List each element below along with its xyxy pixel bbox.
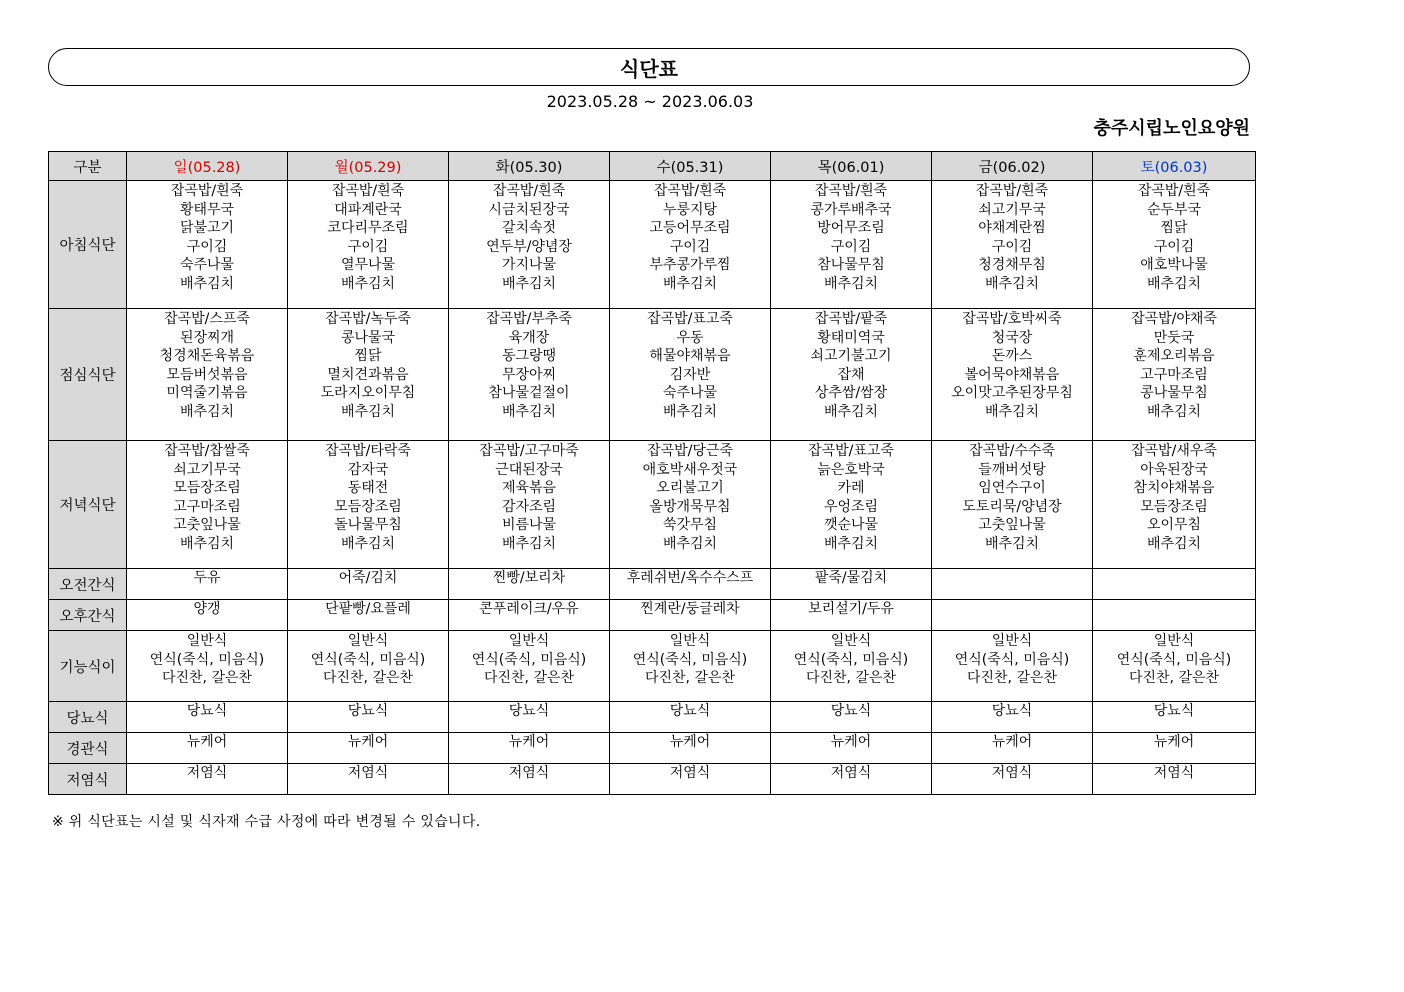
- menu-cell: [127, 764, 288, 795]
- menu-item: 뉴케어: [508, 734, 550, 750]
- menu-item: 고구마조림: [1140, 366, 1208, 383]
- menu-cell: [127, 309, 288, 441]
- menu-cell: [288, 441, 449, 569]
- menu-item: 도토리묵/양념장: [962, 498, 1062, 515]
- menu-item: 뉴케어: [830, 734, 872, 750]
- menu-item: 어죽/김치: [338, 570, 398, 586]
- menu-item: 미역줄기볶음: [166, 385, 248, 402]
- menu-item: 다진찬, 갈은찬: [483, 670, 575, 687]
- menu-item: 배추김치: [984, 535, 1040, 552]
- menu-cell: [771, 600, 932, 631]
- menu-item: 팥죽/물김치: [814, 570, 888, 586]
- menu-item: 배추김치: [501, 275, 557, 292]
- menu-cell: [610, 764, 771, 795]
- menu-item: 순두부국: [1146, 201, 1202, 218]
- menu-item: 고구마조림: [173, 498, 241, 515]
- menu-item: 배추김치: [340, 403, 396, 420]
- menu-cell: [932, 733, 1093, 764]
- menu-item: 찜닭: [354, 348, 382, 365]
- menu-item: 배추김치: [501, 535, 557, 552]
- menu-item: 잡곡밥/표고죽: [808, 443, 894, 459]
- menu-cell: [771, 702, 932, 733]
- menu-cell: [771, 441, 932, 569]
- day-header-sat: 토(06.03): [1093, 152, 1256, 181]
- menu-cell: [127, 631, 288, 702]
- menu-item: 잡곡밥/흰죽: [975, 183, 1049, 199]
- menu-item: 시금치된장국: [488, 201, 570, 218]
- menu-cell: [932, 309, 1093, 441]
- menu-item: 돈까스: [991, 348, 1033, 365]
- menu-cell: [1093, 764, 1256, 795]
- menu-item: 갈치속젓: [501, 220, 557, 237]
- menu-row: [49, 181, 1256, 309]
- menu-item: 일반식: [1153, 633, 1195, 649]
- menu-cell: [932, 702, 1093, 733]
- menu-item: 감자국: [347, 461, 389, 478]
- menu-item: 쇠고기불고기: [810, 348, 892, 365]
- menu-row: [49, 702, 1256, 733]
- menu-item: 당뇨식: [508, 703, 550, 719]
- menu-item: 고등어무조림: [649, 220, 731, 237]
- menu-item: 배추김치: [823, 275, 879, 292]
- menu-item: 배추김치: [662, 275, 718, 292]
- menu-item: 다진찬, 갈은찬: [966, 670, 1058, 687]
- menu-item: 뉴케어: [347, 734, 389, 750]
- menu-item: 잡곡밥/흰죽: [653, 183, 727, 199]
- menu-item: 아욱된장국: [1140, 461, 1208, 478]
- menu-item: 무장아찌: [501, 366, 557, 383]
- menu-item: 잡곡밥/야채죽: [1131, 311, 1217, 327]
- day-header-tue: 화(05.30): [449, 152, 610, 181]
- menu-item: 배추김치: [662, 403, 718, 420]
- menu-cell: [288, 181, 449, 309]
- menu-cell: [1093, 309, 1256, 441]
- menu-item: 두유: [193, 570, 221, 586]
- menu-item: 근대된장국: [495, 461, 563, 478]
- menu-item: 잡곡밥/호박씨죽: [962, 311, 1062, 327]
- menu-item: 잡곡밥/스프죽: [164, 311, 250, 327]
- menu-item: 배추김치: [340, 275, 396, 292]
- row-label: 저염식: [49, 764, 127, 795]
- menu-item: 애호박나물: [1140, 257, 1208, 274]
- menu-item: 뉴케어: [669, 734, 711, 750]
- menu-item: 훈제오리볶음: [1133, 348, 1215, 365]
- menu-item: 대파계란국: [334, 201, 402, 218]
- menu-item: 일반식: [186, 633, 228, 649]
- menu-item: 배추김치: [1146, 535, 1202, 552]
- menu-item: 저염식: [508, 765, 550, 781]
- menu-item: 배추김치: [1146, 275, 1202, 292]
- menu-cell: [288, 600, 449, 631]
- notice-text: ※ 위 식단표는 시설 및 식자재 수급 사정에 따라 변경될 수 있습니다.: [52, 814, 481, 830]
- menu-item: 구이김: [669, 238, 711, 255]
- menu-item: 배추김치: [179, 275, 235, 292]
- menu-item: 잡곡밥/찹쌀죽: [164, 443, 250, 459]
- menu-item: 연식(죽식, 미음식): [149, 651, 265, 668]
- menu-item: 우엉조림: [823, 498, 879, 515]
- corner-header: 구분: [49, 152, 127, 181]
- menu-item: 참치야채볶음: [1133, 480, 1215, 497]
- menu-item: 상추쌈/쌈장: [814, 385, 888, 402]
- menu-item: 후레쉬번/옥수수스프: [626, 570, 754, 586]
- menu-item: 늙은호박국: [817, 461, 885, 478]
- menu-item: 구이김: [347, 238, 389, 255]
- menu-item: 쑥갓무침: [662, 517, 718, 534]
- menu-item: 잡곡밥/수수죽: [969, 443, 1055, 459]
- menu-cell: [127, 181, 288, 309]
- menu-cell: [288, 764, 449, 795]
- menu-item: 코다리무조림: [327, 220, 409, 237]
- menu-item: 만둣국: [1153, 329, 1195, 346]
- menu-item: 일반식: [991, 633, 1033, 649]
- menu-item: 배추김치: [501, 403, 557, 420]
- menu-item: 다진찬, 갈은찬: [322, 670, 414, 687]
- menu-item: 깻순나물: [823, 517, 879, 534]
- menu-cell: [127, 441, 288, 569]
- row-label: 기능식이: [49, 631, 127, 702]
- menu-item: 가지나물: [501, 257, 557, 274]
- facility-name: 충주시립노인요양원: [1093, 118, 1250, 139]
- menu-item: 멸치견과볶음: [327, 366, 409, 383]
- menu-item: 잡곡밥/표고죽: [647, 311, 733, 327]
- row-label: 저녁식단: [49, 441, 127, 569]
- menu-item: 청국장: [991, 329, 1033, 346]
- menu-item: 일반식: [669, 633, 711, 649]
- menu-item: 콩나물국: [340, 329, 396, 346]
- menu-cell: [1093, 631, 1256, 702]
- menu-item: 뉴케어: [1153, 734, 1195, 750]
- menu-item: 잡곡밥/흰죽: [814, 183, 888, 199]
- menu-item: 배추김치: [340, 535, 396, 552]
- menu-item: 잡곡밥/흰죽: [170, 183, 244, 199]
- menu-item: 누룽지탕: [662, 201, 718, 218]
- menu-item: 숙주나물: [179, 257, 235, 274]
- menu-cell: [288, 631, 449, 702]
- menu-item: 찐계란/둥글레차: [640, 601, 740, 617]
- menu-item: 참나물겉절이: [488, 385, 570, 402]
- menu-item: 들깨버섯탕: [978, 461, 1046, 478]
- menu-item: 찐빵/보리차: [492, 570, 566, 586]
- menu-cell: [771, 764, 932, 795]
- row-label: 경관식: [49, 733, 127, 764]
- menu-item: 콩나물무침: [1140, 385, 1208, 402]
- menu-cell: [932, 181, 1093, 309]
- menu-item: 잡곡밥/녹두죽: [325, 311, 411, 327]
- menu-cell: [610, 733, 771, 764]
- menu-item: 쇠고기무국: [173, 461, 241, 478]
- menu-item: 우동: [676, 329, 704, 346]
- menu-cell: [771, 309, 932, 441]
- menu-cell: [610, 600, 771, 631]
- menu-item: 뉴케어: [991, 734, 1033, 750]
- menu-item: 양갱: [193, 601, 221, 617]
- menu-item: 카레: [837, 480, 865, 497]
- menu-item: 닭불고기: [179, 220, 235, 237]
- menu-row: [49, 600, 1256, 631]
- menu-cell: [932, 600, 1093, 631]
- menu-cell: [288, 569, 449, 600]
- menu-item: 숙주나물: [662, 385, 718, 402]
- menu-cell: [610, 569, 771, 600]
- menu-item: 참나물무침: [817, 257, 885, 274]
- menu-cell: [127, 733, 288, 764]
- menu-item: 구이김: [1153, 238, 1195, 255]
- menu-item: 청경채무침: [978, 257, 1046, 274]
- menu-cell: [288, 309, 449, 441]
- menu-item: 육개장: [508, 329, 550, 346]
- weekly-menu-table: [48, 151, 1256, 795]
- day-header-wed: 수(05.31): [610, 152, 771, 181]
- menu-item: 저염식: [991, 765, 1033, 781]
- menu-item: 잡곡밥/흰죽: [492, 183, 566, 199]
- menu-cell: [449, 702, 610, 733]
- menu-cell: [127, 569, 288, 600]
- menu-item: 연식(죽식, 미음식): [793, 651, 909, 668]
- menu-item: 연식(죽식, 미음식): [1116, 651, 1232, 668]
- menu-cell: [1093, 733, 1256, 764]
- menu-item: 연식(죽식, 미음식): [954, 651, 1070, 668]
- menu-item: 구이김: [991, 238, 1033, 255]
- menu-cell: [288, 733, 449, 764]
- menu-cell: [1093, 702, 1256, 733]
- menu-cell: [932, 441, 1093, 569]
- menu-item: 연식(죽식, 미음식): [471, 651, 587, 668]
- menu-item: 배추김치: [823, 535, 879, 552]
- menu-item: 당뇨식: [830, 703, 872, 719]
- menu-cell: [932, 764, 1093, 795]
- menu-item: 황태무국: [179, 201, 235, 218]
- menu-item: 당뇨식: [186, 703, 228, 719]
- menu-cell: [449, 309, 610, 441]
- menu-item: 모듬장조림: [173, 480, 241, 497]
- menu-item: 임연수구이: [978, 480, 1046, 497]
- menu-cell: [449, 764, 610, 795]
- menu-cell: [1093, 600, 1256, 631]
- menu-item: 잡곡밥/팥죽: [814, 311, 888, 327]
- menu-cell: [449, 733, 610, 764]
- menu-item: 당뇨식: [669, 703, 711, 719]
- menu-item: 저염식: [1153, 765, 1195, 781]
- menu-cell: [610, 181, 771, 309]
- menu-cell: [288, 702, 449, 733]
- row-label: 점심식단: [49, 309, 127, 441]
- menu-item: 일반식: [508, 633, 550, 649]
- menu-row: [49, 309, 1256, 441]
- menu-item: 모듬장조림: [334, 498, 402, 515]
- menu-item: 연두부/양념장: [486, 238, 572, 255]
- menu-item: 잡곡밥/타락죽: [325, 443, 411, 459]
- menu-item: 다진찬, 갈은찬: [805, 670, 897, 687]
- menu-item: 잡곡밥/당근죽: [647, 443, 733, 459]
- menu-item: 저염식: [186, 765, 228, 781]
- menu-cell: [610, 309, 771, 441]
- menu-item: 동태전: [347, 480, 389, 497]
- day-header-sun: 일(05.28): [127, 152, 288, 181]
- menu-item: 청경채돈육볶음: [159, 348, 255, 365]
- menu-item: 저염식: [830, 765, 872, 781]
- menu-item: 고춧잎나물: [173, 517, 241, 534]
- menu-item: 모듬장조림: [1140, 498, 1208, 515]
- menu-item: 비름나물: [501, 517, 557, 534]
- menu-row: [49, 733, 1256, 764]
- menu-cell: [932, 569, 1093, 600]
- menu-item: 배추김치: [823, 403, 879, 420]
- menu-item: 잡채: [837, 366, 865, 383]
- menu-item: 당뇨식: [1153, 703, 1195, 719]
- menu-row: [49, 441, 1256, 569]
- menu-item: 저염식: [347, 765, 389, 781]
- menu-item: 보리설기/두유: [808, 601, 894, 617]
- menu-item: 구이김: [830, 238, 872, 255]
- menu-item: 다진찬, 갈은찬: [644, 670, 736, 687]
- menu-cell: [1093, 181, 1256, 309]
- menu-item: 황태미역국: [817, 329, 885, 346]
- menu-item: 찜닭: [1160, 220, 1188, 237]
- menu-row: [49, 631, 1256, 702]
- menu-cell: [610, 631, 771, 702]
- menu-item: 쇠고기무국: [978, 201, 1046, 218]
- menu-row: [49, 764, 1256, 795]
- menu-item: 방어무조림: [817, 220, 885, 237]
- menu-cell: [771, 181, 932, 309]
- menu-cell: [449, 569, 610, 600]
- menu-item: 오이맛고추된장무침: [951, 385, 1073, 402]
- menu-item: 볼어묵야채볶음: [964, 366, 1060, 383]
- menu-cell: [127, 702, 288, 733]
- menu-item: 콘푸레이크/우유: [479, 601, 579, 617]
- menu-cell: [1093, 569, 1256, 600]
- date-range: 2023.05.28 ~ 2023.06.03: [546, 92, 754, 111]
- menu-cell: [610, 702, 771, 733]
- menu-item: 배추김치: [179, 403, 235, 420]
- menu-cell: [449, 441, 610, 569]
- row-label: 아침식단: [49, 181, 127, 309]
- day-header-thu: 목(06.01): [771, 152, 932, 181]
- menu-item: 단팥빵/요플레: [325, 601, 411, 617]
- menu-item: 배추김치: [984, 275, 1040, 292]
- menu-item: 연식(죽식, 미음식): [632, 651, 748, 668]
- menu-item: 동그랑땡: [501, 348, 557, 365]
- day-header-fri: 금(06.02): [932, 152, 1093, 181]
- menu-item: 감자조림: [501, 498, 557, 515]
- menu-cell: [771, 569, 932, 600]
- menu-item: 배추김치: [1146, 403, 1202, 420]
- row-label: 당뇨식: [49, 702, 127, 733]
- menu-title: 식단표: [48, 48, 1250, 86]
- menu-item: 된장찌개: [179, 329, 235, 346]
- menu-item: 배추김치: [984, 403, 1040, 420]
- menu-item: 야채계란찜: [978, 220, 1046, 237]
- menu-item: 일반식: [830, 633, 872, 649]
- menu-item: 도라지오이무침: [320, 385, 416, 402]
- menu-item: 콩가루배추국: [810, 201, 892, 218]
- menu-item: 모듬버섯볶음: [166, 366, 248, 383]
- menu-cell: [610, 441, 771, 569]
- menu-item: 잡곡밥/흰죽: [331, 183, 405, 199]
- menu-cell: [771, 733, 932, 764]
- menu-cell: [771, 631, 932, 702]
- menu-item: 애호박새우젓국: [642, 461, 738, 478]
- menu-item: 잡곡밥/고구마죽: [479, 443, 579, 459]
- menu-item: 올방개묵무침: [649, 498, 731, 515]
- menu-item: 일반식: [347, 633, 389, 649]
- menu-item: 제육볶음: [501, 480, 557, 497]
- menu-item: 김자반: [669, 366, 711, 383]
- menu-item: 오이무침: [1146, 517, 1202, 534]
- menu-item: 당뇨식: [347, 703, 389, 719]
- header-row: [49, 152, 1256, 181]
- day-header-mon: 월(05.29): [288, 152, 449, 181]
- menu-item: 오리불고기: [656, 480, 724, 497]
- menu-item: 잡곡밥/새우죽: [1131, 443, 1217, 459]
- menu-item: 연식(죽식, 미음식): [310, 651, 426, 668]
- menu-item: 부추콩가루찜: [649, 257, 731, 274]
- menu-cell: [449, 181, 610, 309]
- menu-item: 다진찬, 갈은찬: [1128, 670, 1220, 687]
- menu-row: [49, 569, 1256, 600]
- menu-item: 돌나물무침: [334, 517, 402, 534]
- menu-item: 당뇨식: [991, 703, 1033, 719]
- menu-item: 잡곡밥/부추죽: [486, 311, 572, 327]
- menu-cell: [1093, 441, 1256, 569]
- menu-item: 구이김: [186, 238, 228, 255]
- menu-item: 해물야채볶음: [649, 348, 731, 365]
- menu-item: 고춧잎나물: [978, 517, 1046, 534]
- menu-item: 배추김치: [179, 535, 235, 552]
- row-label: 오후간식: [49, 600, 127, 631]
- menu-item: 저염식: [669, 765, 711, 781]
- row-label: 오전간식: [49, 569, 127, 600]
- menu-item: 열무나물: [340, 257, 396, 274]
- menu-cell: [932, 631, 1093, 702]
- menu-item: 잡곡밥/흰죽: [1137, 183, 1211, 199]
- menu-cell: [127, 600, 288, 631]
- menu-cell: [449, 600, 610, 631]
- menu-item: 뉴케어: [186, 734, 228, 750]
- menu-cell: [449, 631, 610, 702]
- menu-item: 다진찬, 갈은찬: [161, 670, 253, 687]
- menu-item: 배추김치: [662, 535, 718, 552]
